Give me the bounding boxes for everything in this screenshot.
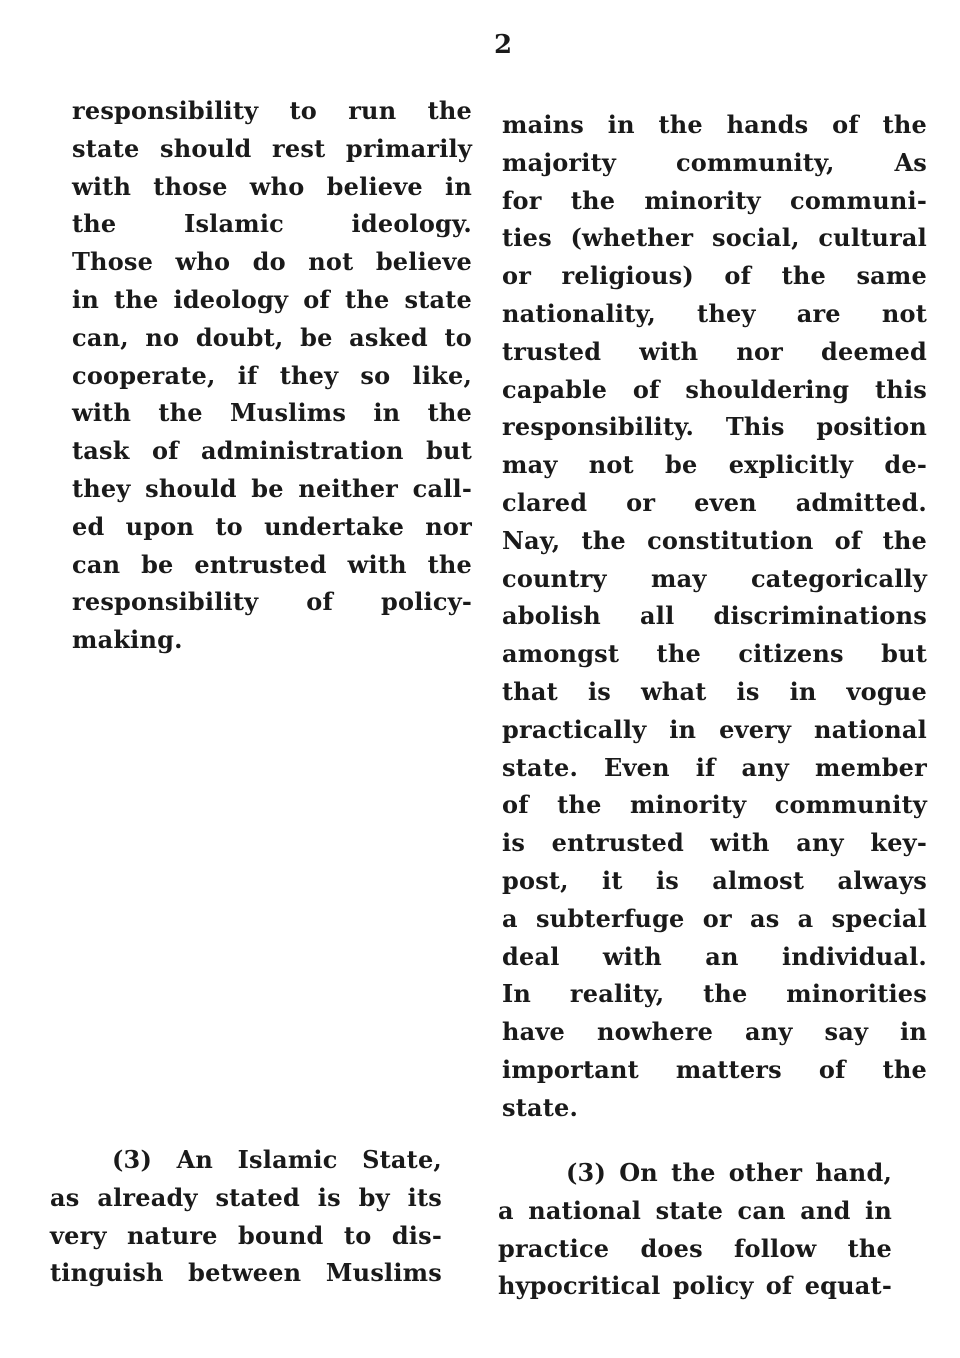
text-line: tinguish between Muslims: [50, 1258, 442, 1288]
text-line: deal with an individual.: [502, 941, 927, 971]
text-line: is entrusted with any key-: [502, 828, 927, 858]
text-line: have nowhere any say in: [502, 1017, 927, 1047]
text-line: post, it is almost always: [502, 865, 927, 895]
text-line: can, no doubt, be asked to: [72, 322, 472, 352]
text-line: important matters of the: [502, 1054, 927, 1084]
text-line: a subterfuge or as a special: [502, 903, 927, 933]
text-line: responsibility of policy-: [72, 587, 472, 617]
text-line: capable of shouldering this: [502, 374, 927, 404]
text-line: making.: [72, 625, 183, 655]
text-line: practically in every national: [502, 714, 927, 744]
text-line: they should be neither call-: [72, 473, 472, 503]
left-column-paragraph-2: [50, 1141, 442, 1292]
text-line: responsibility. This position: [502, 412, 927, 442]
text-line: state should rest primarily: [72, 133, 472, 163]
text-line: nationality, they are not: [502, 298, 927, 328]
text-line: (3) An Islamic State,: [112, 1145, 442, 1174]
text-line: can be entrusted with the: [72, 549, 472, 579]
text-line: trusted with nor deemed: [502, 336, 927, 366]
text-line: (3) On the other hand,: [566, 1158, 892, 1187]
text-line: as already stated is by its: [50, 1182, 442, 1212]
text-line: In reality, the minorities: [502, 979, 927, 1009]
text-line: state.: [502, 1092, 579, 1122]
text-line: ties (whether social, cultural: [502, 223, 927, 253]
text-line: country may categorically: [502, 563, 927, 593]
left-column-paragraph-1: [72, 92, 472, 659]
text-line: very nature bound to dis-: [50, 1220, 442, 1250]
text-line: mains in the hands of the: [502, 110, 927, 139]
text-line: for the minority communi-: [502, 185, 927, 215]
right-column-paragraph-2: [498, 1154, 892, 1305]
text-line: hypocritical policy of equat-: [498, 1271, 892, 1301]
text-line: clared or even admitted.: [502, 487, 927, 517]
page-number: 2: [494, 30, 513, 60]
text-line: majority community, As: [502, 147, 927, 177]
text-line: with those who believe in: [72, 171, 472, 201]
text-line: that is what is in vogue: [502, 676, 927, 706]
text-line: responsibility to run the: [72, 96, 472, 125]
text-line: or religious) of the same: [502, 261, 927, 291]
text-line: cooperate, if they so like,: [72, 360, 472, 390]
text-line: may not be explicitly de-: [502, 450, 927, 480]
text-line: practice does follow the: [498, 1233, 892, 1263]
text-line: in the ideology of the state: [72, 284, 472, 314]
text-line: amongst the citizens but: [502, 639, 927, 669]
text-line: state. Even if any member: [502, 752, 927, 782]
text-line: the Islamic ideology.: [72, 209, 472, 239]
right-column-paragraph-1: [502, 106, 927, 1127]
text-line: Nay, the constitution of the: [502, 525, 927, 555]
text-line: task of administration but: [72, 436, 472, 466]
text-line: abolish all discriminations: [502, 601, 927, 631]
text-line: ed upon to undertake nor: [72, 511, 472, 541]
text-line: of the minority community: [502, 790, 927, 820]
text-line: with the Muslims in the: [72, 398, 472, 428]
text-line: Those who do not believe: [72, 247, 472, 277]
text-line: a national state can and in: [498, 1195, 892, 1225]
